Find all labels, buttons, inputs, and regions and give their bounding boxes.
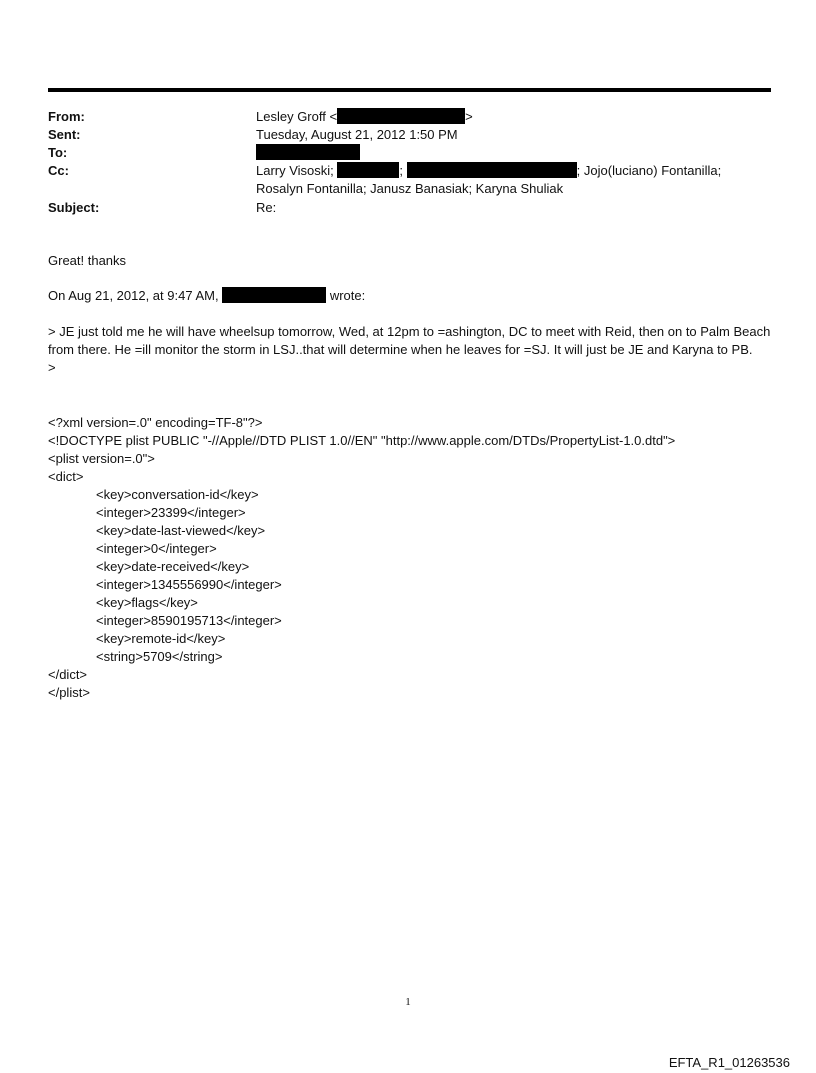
plist-line: <key>date-last-viewed</key> bbox=[96, 523, 266, 538]
sent-label: Sent: bbox=[48, 127, 81, 142]
plist-line: <integer>23399</integer> bbox=[96, 505, 246, 520]
plist-line: <plist version=.0"> bbox=[48, 451, 155, 466]
plist-line: <key>flags</key> bbox=[96, 595, 198, 610]
plist-line: <key>conversation-id</key> bbox=[96, 487, 259, 502]
quoted-text: > JE just told me he will have wheelsup tomorrow, Wed, at 12pm to =ashington, DC to meet with Reid, then on to Palm Beach from there. He =ill monitor the storm in LSJ..that will determine when he leaves for =SJ. It will just be JE and Karyna to PB. bbox=[48, 324, 771, 357]
sent-value: Tuesday, August 21, 2012 1:50 PM bbox=[256, 127, 458, 142]
bates-number: EFTA_R1_01263536 bbox=[668, 1055, 790, 1070]
wrote-line bbox=[48, 287, 365, 305]
plist-line: <dict> bbox=[48, 469, 84, 484]
header-rule bbox=[48, 88, 771, 92]
plist-line: <key>remote-id</key> bbox=[96, 631, 226, 646]
plist-line: <?xml version=.0" encoding=TF-8"?> bbox=[48, 415, 263, 430]
from-label: From: bbox=[48, 109, 85, 124]
redaction-box bbox=[407, 162, 577, 178]
plist-line: <key>date-received</key> bbox=[96, 559, 250, 574]
redaction-box bbox=[256, 144, 360, 160]
quoted-message bbox=[48, 323, 773, 377]
plist-line: <integer>0</integer> bbox=[96, 541, 217, 556]
plist-line: </dict> bbox=[48, 667, 88, 682]
redaction-box bbox=[337, 108, 465, 124]
cc-label: Cc: bbox=[48, 163, 69, 178]
greeting-text: Great! thanks bbox=[48, 253, 127, 268]
page-number: 1 bbox=[405, 996, 411, 1008]
cc-value-line2: Rosalyn Fontanilla; Janusz Banasiak; Karyna Shuliak bbox=[256, 181, 564, 196]
cc-jojo: ; Jojo(luciano) Fontanilla; bbox=[576, 163, 722, 178]
plist-line: <!DOCTYPE plist PUBLIC "-//Apple//DTD PLIST 1.0//EN" "http://www.apple.com/DTDs/PropertyList-1.0.dtd"> bbox=[48, 433, 676, 448]
plist-line: <integer>1345556990</integer> bbox=[96, 577, 282, 592]
plist-line: <string>5709</string> bbox=[96, 649, 223, 664]
redaction-box bbox=[337, 162, 399, 178]
to-label: To: bbox=[48, 145, 68, 160]
from-value bbox=[256, 108, 473, 126]
cc-value-line1 bbox=[256, 162, 721, 180]
to-value bbox=[256, 144, 360, 162]
subject-label: Subject: bbox=[48, 200, 100, 215]
redaction-box bbox=[222, 287, 326, 303]
from-name: Lesley Groff < bbox=[256, 109, 338, 124]
wrote-prefix: On Aug 21, 2012, at 9:47 AM, bbox=[48, 288, 219, 303]
cc-larry: Larry Visoski; bbox=[256, 163, 334, 178]
from-close: > bbox=[465, 109, 473, 124]
subject-value: Re: bbox=[256, 200, 277, 215]
quoted-marker: > bbox=[48, 360, 56, 375]
wrote-suffix: wrote: bbox=[329, 288, 366, 303]
plist-line: </plist> bbox=[48, 685, 90, 700]
cc-separator: ; bbox=[399, 163, 404, 178]
plist-block bbox=[48, 414, 675, 702]
plist-line: <integer>8590195713</integer> bbox=[96, 613, 282, 628]
